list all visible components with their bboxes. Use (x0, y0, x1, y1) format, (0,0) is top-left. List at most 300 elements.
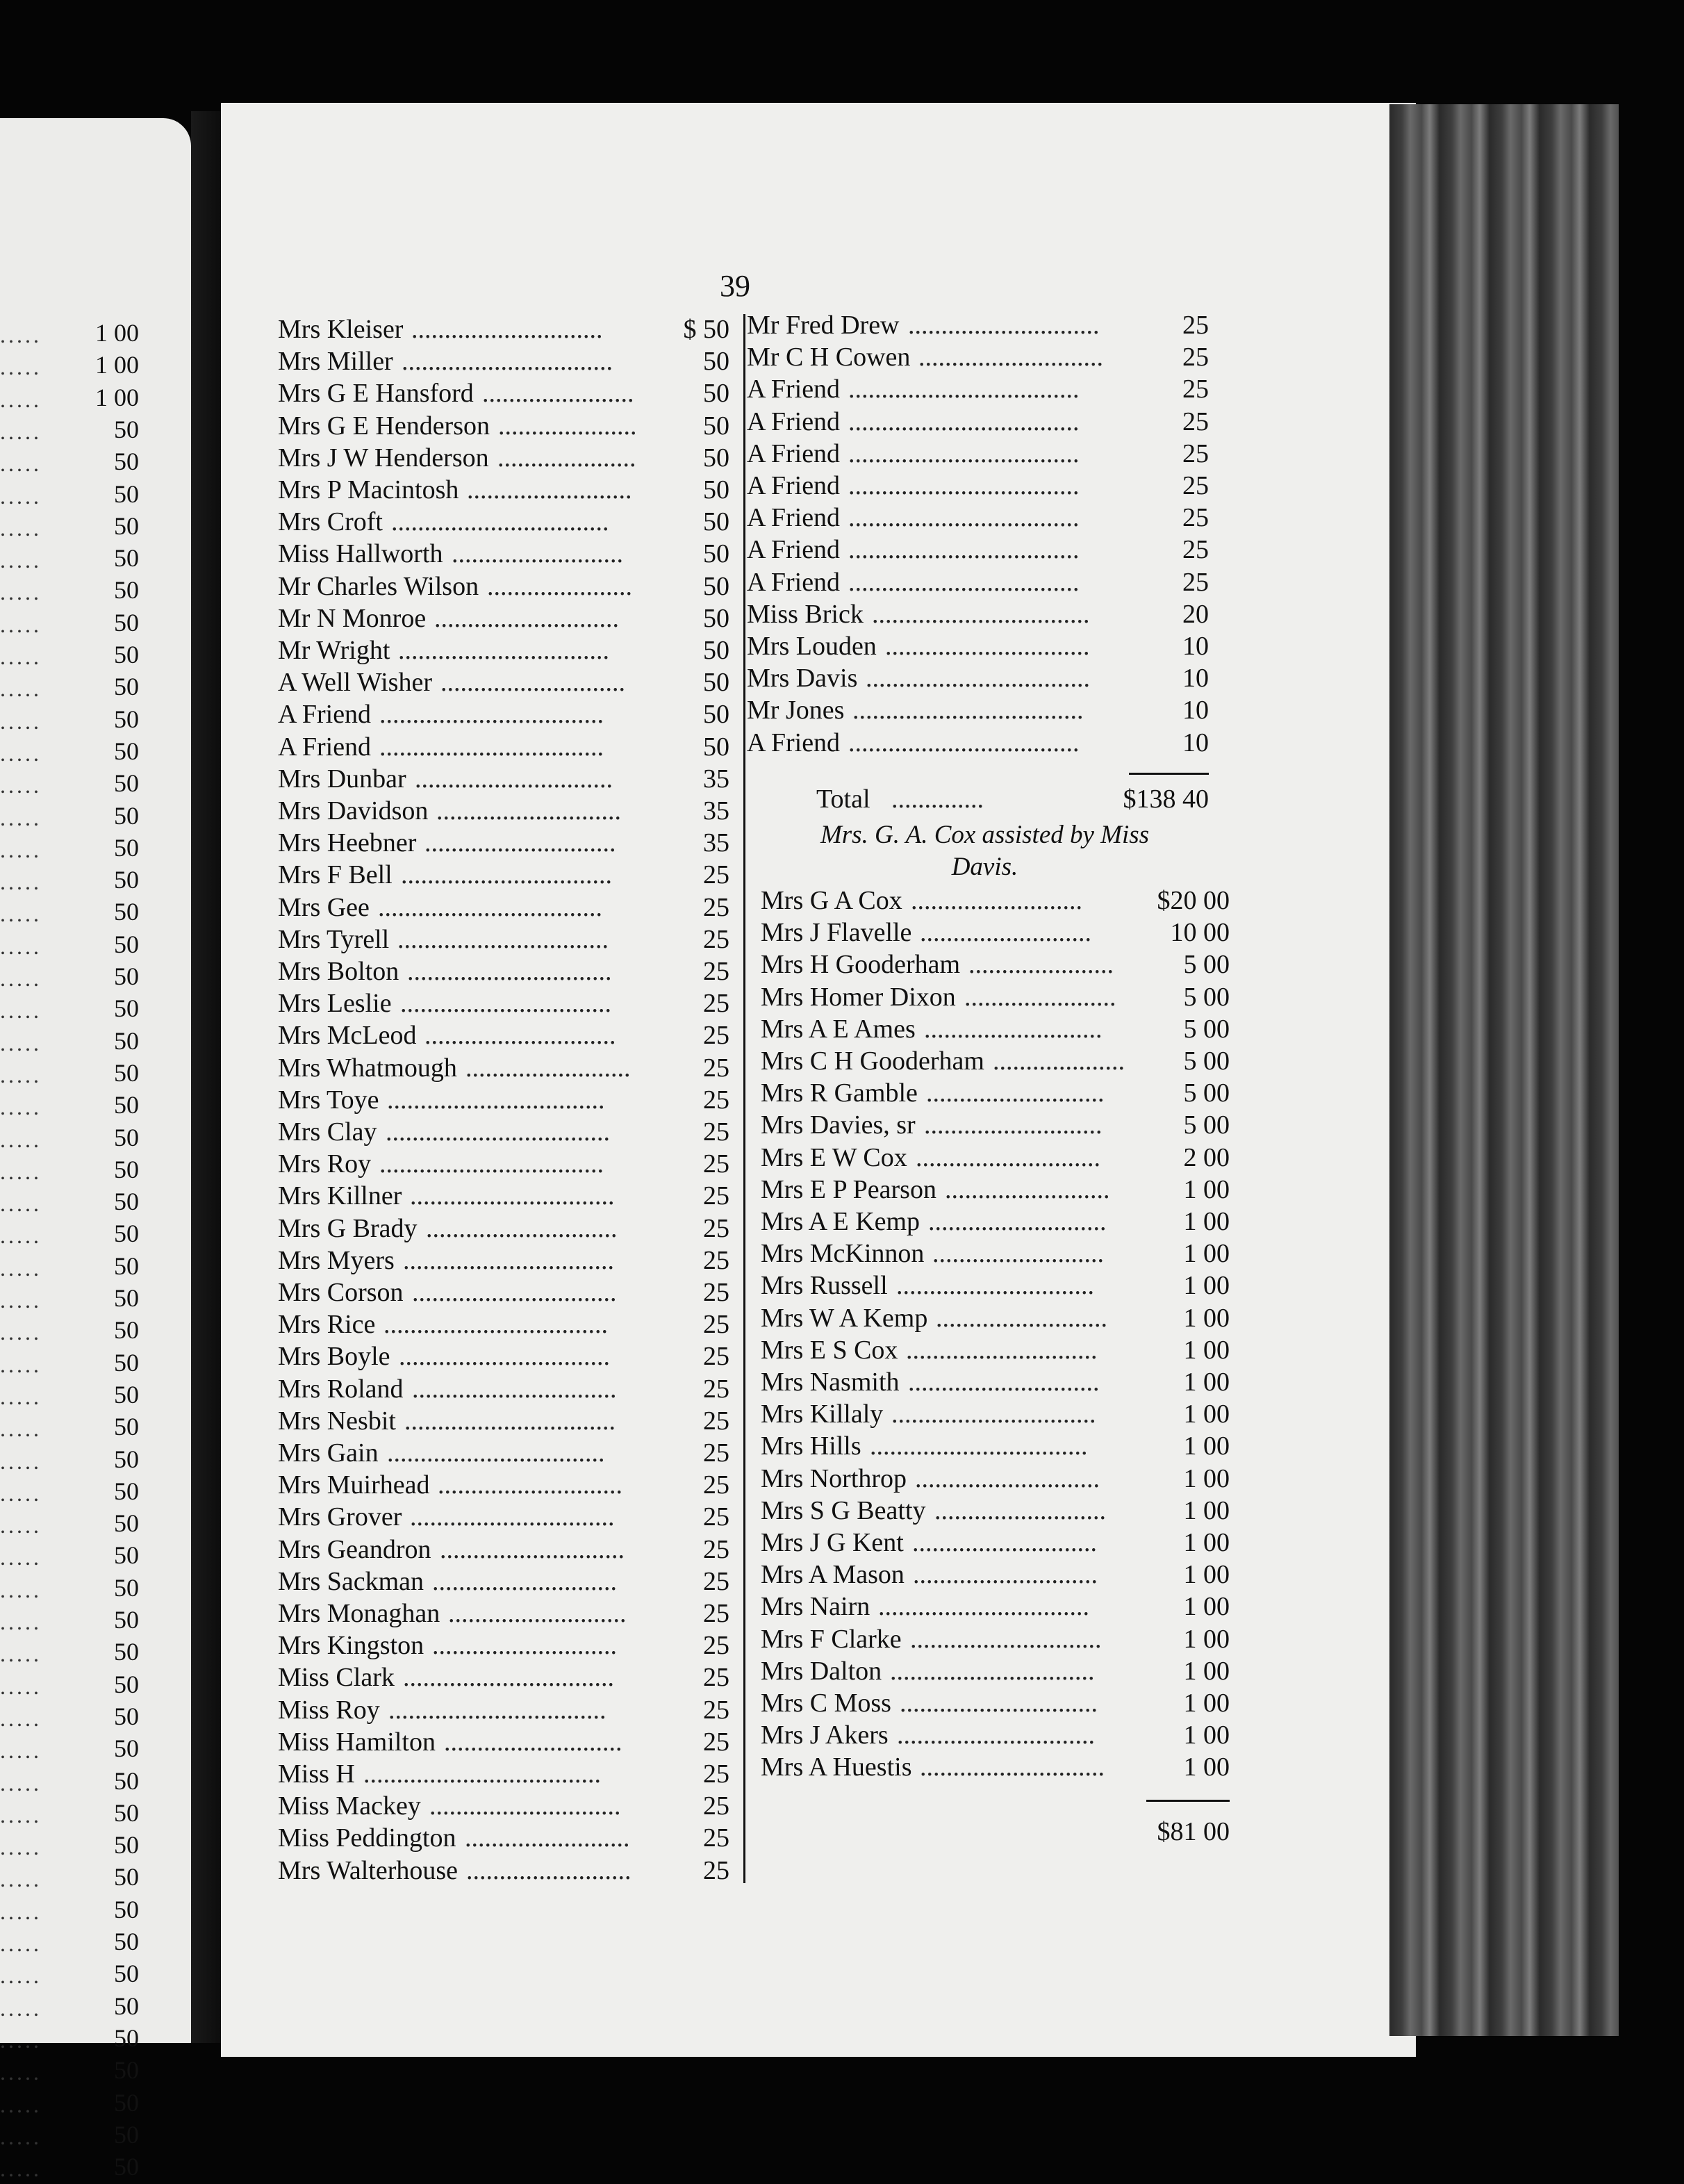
subscriber-name: Mrs W A Kemp (761, 1303, 928, 1333)
previous-page-amount: 50 (114, 801, 139, 830)
subscriber-name: A Friend (747, 728, 841, 757)
previous-page-amount: 50 (114, 866, 139, 894)
leader-dots: ..... (0, 1126, 42, 1152)
subscriber-row (761, 1559, 1230, 1591)
leader-dots: ................................... (848, 535, 1080, 565)
subscriber-amount: 25 (703, 1566, 729, 1596)
subscriber-amount: 25 (703, 892, 729, 922)
leader-dots: .................................... (363, 1759, 601, 1789)
subscriber-row (278, 1020, 729, 1052)
leader-dots: ..... (0, 1030, 42, 1056)
leader-dots: ..... (0, 2092, 42, 2117)
subscriber-row (278, 443, 729, 475)
leader-dots: .................................. (379, 700, 604, 730)
leader-dots: ..... (0, 354, 42, 380)
subscriber-row (761, 1752, 1230, 1784)
subscriber-amount: 25 (1182, 343, 1209, 372)
page-edges (1389, 104, 1619, 2036)
previous-page-row (0, 1123, 139, 1155)
subscriber-row (278, 1149, 729, 1181)
leader-dots: ...................... (487, 571, 632, 601)
subscriber-row (278, 1438, 729, 1470)
subscriber-row (761, 1463, 1230, 1495)
subscriber-row (278, 1791, 729, 1823)
subscriber-row (278, 1245, 729, 1277)
leader-dots: .................................. (378, 892, 602, 922)
section-header-line-1: Mrs. G. A. Cox assisted by Miss (820, 821, 1150, 849)
subscriber-name: Mrs Walterhouse (278, 1855, 459, 1885)
subscriber-amount: 10 00 (1170, 918, 1230, 948)
leader-dots: ..... (0, 1288, 42, 1313)
subscriber-name: Mrs Nesbit (278, 1406, 396, 1436)
subscriber-amount: 25 (703, 1021, 729, 1051)
subscriber-name: Mrs J Flavelle (761, 918, 912, 948)
leader-dots: ......................... (466, 1855, 632, 1885)
subscriber-amount: $ 50 (683, 315, 729, 344)
previous-page-amount: 50 (114, 705, 139, 733)
leader-dots: ................................ (400, 989, 611, 1019)
leader-dots: .............................. (896, 1271, 1094, 1301)
leader-dots: ....................... (482, 379, 634, 409)
previous-page-row (0, 608, 139, 640)
previous-page-amount: 50 (114, 1928, 139, 1955)
previous-page-amount: 50 (114, 1284, 139, 1312)
leader-dots: ..... (0, 1480, 42, 1506)
subscriber-amount: 35 (703, 764, 729, 794)
leader-dots: .............. (891, 785, 984, 814)
previous-page-amount: 50 (114, 608, 139, 637)
leader-dots: ..... (0, 548, 42, 573)
subscriber-name: Mrs E W Cox (761, 1142, 907, 1172)
leader-dots: ..... (0, 998, 42, 1024)
subscriber-amount: 5 00 (1183, 982, 1230, 1012)
subscriber-row (747, 534, 1209, 566)
subscriber-amount: 5 00 (1183, 1046, 1230, 1076)
leader-dots: ..... (0, 1641, 42, 1667)
subscriber-amount: 50 (703, 347, 729, 377)
subscriber-amount: 25 (703, 1278, 729, 1307)
subscriber-name: A Friend (747, 567, 841, 597)
leader-dots: ..... (0, 1545, 42, 1570)
subscriber-name: Mrs G A Cox (761, 886, 902, 915)
subscriber-row (761, 1399, 1230, 1431)
leader-dots: .......................... (911, 886, 1082, 915)
subscriber-amount: 1 00 (1183, 1335, 1230, 1365)
subscriber-name: Mrs G E Henderson (278, 411, 490, 441)
previous-page-row (0, 962, 139, 994)
subscriber-name: Mrs Louden (747, 632, 877, 661)
leader-dots: ..... (0, 869, 42, 895)
previous-page-amount: 50 (114, 1026, 139, 1055)
previous-page-row (0, 1670, 139, 1702)
leader-dots: ............................ (438, 1470, 622, 1500)
total-amount-2: $81 00 (1157, 1817, 1230, 1846)
subscriber-name: A Friend (747, 407, 841, 436)
subscriber-name: Mrs A E Ames (761, 1014, 916, 1044)
previous-page-amount: 50 (114, 1541, 139, 1570)
subscriber-row (747, 695, 1209, 727)
subscriber-name: Mrs Kleiser (278, 315, 404, 344)
subscriber-row (761, 1688, 1230, 1720)
subscriber-row (761, 1174, 1230, 1206)
leader-dots: ..... (0, 773, 42, 798)
leader-dots: ............................ (920, 1752, 1105, 1782)
previous-page-row (0, 640, 139, 672)
subscriber-row (761, 949, 1230, 981)
leader-dots: ..... (0, 1609, 42, 1634)
subscriber-name: Mrs Kingston (278, 1631, 424, 1661)
leader-dots: ................................. (388, 1695, 606, 1725)
previous-page-amount: 50 (114, 1091, 139, 1119)
subscriber-name: Mrs Corson (278, 1278, 404, 1307)
subscriber-name: Mrs Nairn (761, 1592, 870, 1622)
subscriber-name: Miss Peddington (278, 1823, 456, 1853)
subscriber-name: Mrs Gee (278, 892, 370, 922)
previous-page-amount: 50 (114, 1380, 139, 1409)
subscriber-row (278, 1181, 729, 1213)
subscriber-amount: 25 (703, 1663, 729, 1693)
subscriber-name: Mrs Muirhead (278, 1470, 430, 1500)
subscriber-amount: 50 (703, 571, 729, 601)
leader-dots: ..... (0, 451, 42, 477)
subscriber-row (747, 631, 1209, 663)
leader-dots: ................................ (404, 1406, 616, 1436)
subscriber-amount: 1 00 (1183, 1721, 1230, 1750)
subscriber-amount: 25 (703, 1149, 729, 1179)
previous-page-amount: 50 (114, 1348, 139, 1377)
subscriber-amount: 25 (1182, 311, 1209, 340)
previous-page-amount: 50 (114, 962, 139, 990)
leader-dots: ..... (0, 644, 42, 669)
previous-page-row (0, 1445, 139, 1477)
subscriber-row (761, 1367, 1230, 1399)
subscriber-amount: 25 (1182, 438, 1209, 468)
previous-page-amount: 50 (114, 2120, 139, 2149)
subscriber-row (761, 1014, 1230, 1046)
subscriber-row (761, 1078, 1230, 1110)
subscriber-amount: 25 (703, 1438, 729, 1468)
leader-dots: ..... (0, 1223, 42, 1249)
previous-page-amount: 50 (114, 448, 139, 476)
leader-dots: ..... (0, 966, 42, 991)
subscriber-name: Mrs Toye (278, 1085, 379, 1115)
leader-dots: ..... (0, 837, 42, 862)
subscriber-amount: 10 (1182, 664, 1209, 693)
subscriber-amount: 25 (703, 957, 729, 986)
subscriber-name: Mrs E P Pearson (761, 1174, 936, 1204)
subscriber-amount: 25 (703, 1406, 729, 1436)
subscriber-name: Mrs Killaly (761, 1399, 884, 1429)
subscriber-name: Miss Hamilton (278, 1727, 436, 1757)
total-row-1 (816, 784, 1209, 816)
previous-page-row (0, 930, 139, 962)
previous-page-amount: 50 (114, 1702, 139, 1730)
subscriber-name: Mrs Gain (278, 1438, 379, 1468)
previous-page-row (0, 350, 139, 382)
previous-page-row (0, 1251, 139, 1283)
previous-page-amount: 50 (114, 2056, 139, 2085)
leader-dots: ............................... (412, 1278, 617, 1307)
subscriber-name: Mrs P Macintosh (278, 475, 459, 504)
leader-dots: ..... (0, 1866, 42, 1892)
leader-dots: .......................... (934, 1495, 1106, 1525)
book-gutter (191, 111, 224, 2043)
subscriber-name: Mrs Davidson (278, 796, 429, 826)
subscriber-name: Mrs E S Cox (761, 1335, 898, 1365)
subscriber-amount: 50 (703, 732, 729, 762)
subscriber-row (761, 917, 1230, 949)
subscriber-name: Mrs J Akers (761, 1721, 889, 1750)
previous-page-amount: 50 (114, 1188, 139, 1216)
subscriber-row (278, 1277, 729, 1309)
subscriber-name: A Friend (747, 438, 841, 468)
subscriber-row (278, 1759, 729, 1791)
subscriber-row (278, 956, 729, 988)
leader-dots: ............................ (432, 1631, 617, 1661)
leader-dots: ..... (0, 805, 42, 830)
subscriber-row (761, 982, 1230, 1014)
subscriber-row (278, 603, 729, 635)
subscriber-name: A Friend (747, 471, 841, 500)
subscriber-row (747, 438, 1209, 470)
previous-page-amount: 50 (114, 833, 139, 862)
subscriber-row (761, 1656, 1230, 1688)
leader-dots: ..... (0, 1384, 42, 1409)
leader-dots: ............................ (915, 1463, 1100, 1493)
previous-page-row (0, 994, 139, 1026)
previous-page-amount: 50 (114, 1509, 139, 1538)
subscriber-name: Mrs A Mason (761, 1560, 905, 1590)
subscriber-amount: 35 (703, 828, 729, 858)
previous-page-amount: 50 (114, 1670, 139, 1698)
leader-dots: .......................... (936, 1303, 1107, 1333)
leader-dots: .................................. (386, 1117, 610, 1147)
subscriber-row (278, 1341, 729, 1373)
subscriber-row (747, 407, 1209, 438)
subscriber-row (747, 728, 1209, 760)
subscriber-amount: 1 00 (1183, 1431, 1230, 1461)
subscriber-name: Mrs Miller (278, 347, 393, 377)
subscriber-amount: 25 (703, 1599, 729, 1628)
subscriber-row (761, 1591, 1230, 1623)
previous-page-row (0, 2120, 139, 2152)
leader-dots: ..... (0, 1577, 42, 1602)
subscriber-name: A Well Wisher (278, 668, 432, 698)
previous-page-row (0, 1830, 139, 1862)
subscriber-amount: 1 00 (1183, 1271, 1230, 1301)
previous-page-amount: 50 (114, 1477, 139, 1505)
leader-dots: ................................... (848, 438, 1080, 468)
total-rule-1 (1129, 773, 1209, 775)
subscriber-row (761, 1720, 1230, 1752)
subscriber-row (278, 378, 729, 410)
subscriber-row (278, 1695, 729, 1727)
subscriber-amount: 5 00 (1183, 1078, 1230, 1108)
subscriber-row (761, 1046, 1230, 1078)
previous-page-amount: 50 (114, 1766, 139, 1795)
subscriber-amount: 1 00 (1183, 1624, 1230, 1654)
subscriber-row (278, 1534, 729, 1566)
subscriber-name: Mrs Hills (761, 1431, 861, 1461)
previous-page-row (0, 801, 139, 833)
leader-dots: ......................... (465, 1053, 631, 1083)
leader-dots: ............................ (918, 343, 1103, 372)
subscriber-name: Miss H (278, 1759, 355, 1789)
subscriber-name: Mrs J G Kent (761, 1528, 904, 1557)
leader-dots: ..... (0, 418, 42, 444)
subscriber-name: Mrs Roland (278, 1374, 404, 1404)
leader-dots: ............................ (432, 1566, 617, 1596)
previous-page-row (0, 318, 139, 350)
subscriber-name: Mr Charles Wilson (278, 571, 479, 601)
leader-dots: ............................ (434, 603, 619, 633)
leader-dots: ..... (0, 2124, 42, 2149)
subscriber-row (278, 860, 729, 892)
previous-page-amount: 50 (114, 994, 139, 1023)
previous-page-amount: 50 (114, 737, 139, 765)
previous-page-row (0, 575, 139, 607)
subscriber-row (761, 1624, 1230, 1656)
subscriber-row (278, 1566, 729, 1598)
section-header-line-2: Davis. (951, 853, 1018, 881)
subscriber-amount: 2 00 (1183, 1142, 1230, 1172)
subscriber-name: Mrs Davies, sr (761, 1110, 916, 1140)
subscriber-name: Mrs Killner (278, 1181, 402, 1211)
leader-dots: ............................. (429, 1791, 621, 1821)
subscriber-name: Miss Mackey (278, 1791, 421, 1821)
leader-dots: ..... (0, 1255, 42, 1281)
leader-dots: .................................. (379, 732, 604, 762)
subscriber-name: Mr Jones (747, 696, 845, 725)
subscriber-amount: 25 (1182, 535, 1209, 565)
subscriber-amount: 50 (703, 668, 729, 698)
leader-dots: ................................ (397, 924, 609, 954)
leader-dots: ............................... (885, 632, 1090, 661)
subscriber-row (278, 1855, 729, 1887)
previous-page-row (0, 737, 139, 769)
subscriber-amount: 25 (703, 1470, 729, 1500)
subscriber-name: Mrs Geandron (278, 1534, 431, 1564)
subscriber-name: Mrs F Clarke (761, 1624, 902, 1654)
leader-dots: ..... (0, 933, 42, 959)
leader-dots: ............................ (440, 668, 625, 698)
subscriber-amount: 25 (703, 1823, 729, 1853)
leader-dots: .......................... (932, 1239, 1104, 1269)
subscriber-amount: 25 (703, 1727, 729, 1757)
leader-dots: ................................... (848, 567, 1080, 597)
subscriber-amount: 25 (703, 1502, 729, 1532)
leader-dots: ..... (0, 1513, 42, 1538)
previous-page-row (0, 447, 139, 479)
subscriber-row (278, 1630, 729, 1662)
subscriber-name: Mrs A Huestis (761, 1752, 912, 1782)
previous-page-row (0, 672, 139, 704)
subscriber-name: Mrs S G Beatty (761, 1495, 926, 1525)
previous-page-amount: 50 (114, 1960, 139, 1988)
leader-dots: ............................... (412, 1374, 617, 1404)
subscriber-row (747, 374, 1209, 406)
subscriber-name: Mrs A E Kemp (761, 1207, 921, 1236)
subscriber-amount: 1 00 (1183, 1689, 1230, 1718)
previous-page-amount: 50 (114, 1123, 139, 1151)
previous-page-row (0, 1766, 139, 1798)
subscriber-amount: 25 (703, 989, 729, 1019)
subscriber-amount: 5 00 (1183, 950, 1230, 980)
subscriber-name: Mrs Croft (278, 507, 383, 537)
subscriber-row (278, 1053, 729, 1085)
previous-page-amount: 50 (114, 576, 139, 605)
subscriber-amount: 1 00 (1183, 1463, 1230, 1493)
subscriber-row (747, 342, 1209, 374)
previous-page-row (0, 2055, 139, 2087)
column-divider (743, 314, 745, 1883)
total-rule-2 (1146, 1800, 1230, 1802)
subscriber-amount: 10 (1182, 632, 1209, 661)
subscriber-row (747, 310, 1209, 342)
subscriber-amount: 1 00 (1183, 1656, 1230, 1686)
leader-dots: ................................ (403, 1663, 614, 1693)
leader-dots: ................................. (870, 1431, 1088, 1461)
previous-page-row (0, 1734, 139, 1766)
leader-dots: .......................... (920, 918, 1091, 948)
subscriber-name: Mrs Dunbar (278, 764, 406, 794)
leader-dots: ..... (0, 1416, 42, 1442)
previous-page-row (0, 833, 139, 865)
subscriber-amount: 25 (703, 1181, 729, 1211)
subscriber-amount: 25 (703, 1374, 729, 1404)
previous-page-amount: 50 (114, 479, 139, 508)
subscriber-amount: 1 00 (1183, 1174, 1230, 1204)
subscriber-row (278, 1823, 729, 1855)
leader-dots: ..... (0, 580, 42, 605)
leader-dots: ....................... (964, 982, 1116, 1012)
subscriber-row (761, 1206, 1230, 1238)
previous-page-row (0, 479, 139, 511)
subscriber-amount: 25 (1182, 471, 1209, 500)
leader-dots: ................................... (852, 696, 1084, 725)
previous-page-amount: 50 (114, 1220, 139, 1248)
previous-page-row (0, 1605, 139, 1637)
leader-dots: ..... (0, 1802, 42, 1828)
subscriber-row (761, 1431, 1230, 1463)
subscriber-amount: 25 (1182, 567, 1209, 597)
leader-dots: ..... (0, 1963, 42, 1989)
subscriber-row (278, 828, 729, 860)
subscriber-row (278, 732, 729, 764)
previous-page-row (0, 415, 139, 447)
leader-dots: ........................... (444, 1727, 622, 1757)
leader-dots: ............................. (424, 1021, 616, 1051)
subscriber-amount: 1 00 (1183, 1752, 1230, 1782)
previous-page-row (0, 1090, 139, 1122)
subscriber-amount: 25 (703, 1213, 729, 1243)
leader-dots: ..................... (497, 443, 636, 473)
subscriber-row (278, 475, 729, 507)
subscriber-amount: 1 00 (1183, 1303, 1230, 1333)
previous-page-amount: 50 (114, 1606, 139, 1634)
previous-page-row (0, 769, 139, 800)
previous-page-row (0, 1637, 139, 1669)
previous-page-row (0, 705, 139, 737)
subscriber-row (278, 667, 729, 699)
previous-page-row (0, 1862, 139, 1894)
subscriber-name: Mrs Rice (278, 1310, 376, 1340)
leader-dots: ............................ (436, 796, 621, 826)
leader-dots: ............................. (906, 1335, 1098, 1365)
previous-page-row (0, 2152, 139, 2184)
previous-page-amount: 50 (114, 673, 139, 701)
total-label: Total (816, 785, 870, 814)
